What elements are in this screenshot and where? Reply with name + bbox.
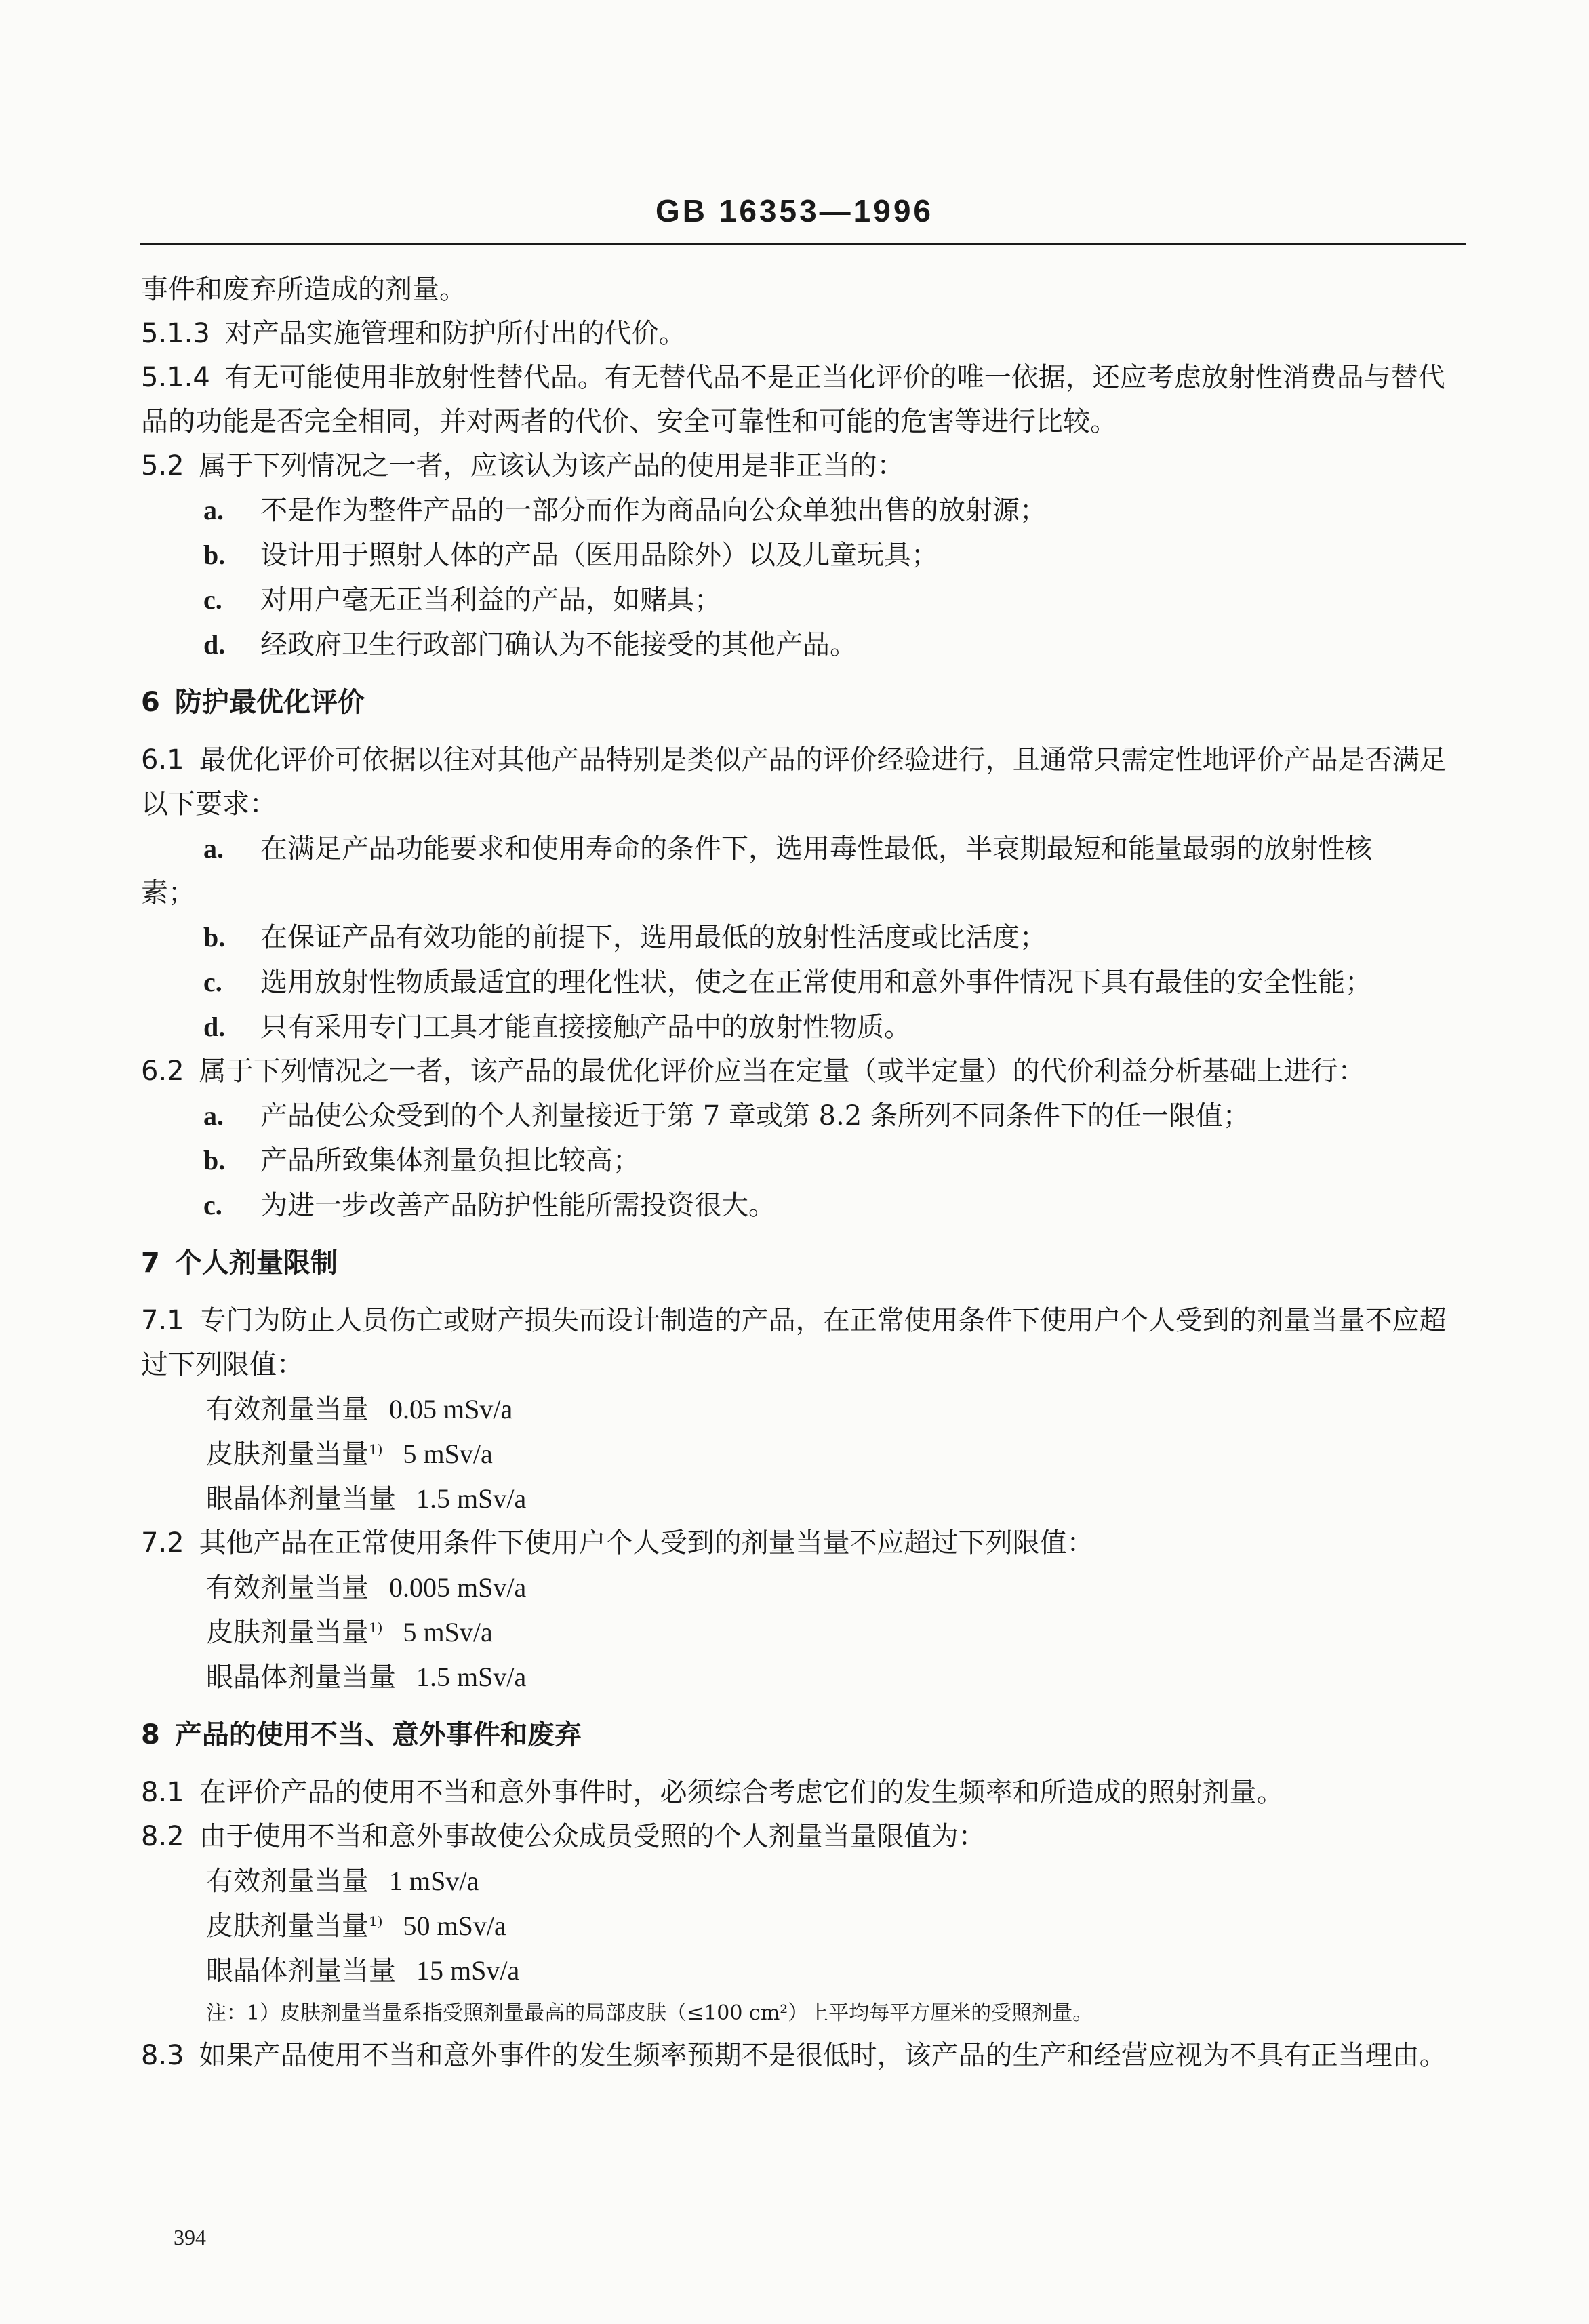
dose-limit-value: 5 mSv/a: [403, 1617, 493, 1647]
clause-text: 专门为防止人员伤亡或财产损失而设计制造的产品，在正常使用条件下使用户个人受到的剂量当量不应超过下列限值：: [141, 1305, 1447, 1380]
clause-number: 6.2: [141, 1056, 184, 1087]
clause: [141, 1049, 1463, 1094]
dose-limit-row: [141, 1655, 1463, 1700]
dose-limit-row: [141, 1948, 1463, 1993]
clause-number: 5.2: [141, 450, 184, 481]
list-item-letter: c.: [203, 967, 222, 997]
footnote-marker: 1): [369, 1913, 383, 1929]
clause-number: 6.1: [141, 744, 184, 776]
dose-limit-value: 15 mSv/a: [416, 1955, 520, 1986]
list-item: [141, 622, 1463, 667]
list-item: [141, 915, 1463, 960]
dose-limit-label: 有效剂量当量: [206, 1394, 369, 1425]
dose-limit-label: 有效剂量当量: [206, 1572, 369, 1603]
clause-number: 8.1: [141, 1777, 184, 1808]
list-item-letter: b.: [203, 922, 226, 953]
clause-text: 属于下列情况之一者，应该认为该产品的使用是非正当的：: [199, 450, 904, 481]
clause-number: 8.2: [141, 1821, 184, 1852]
paragraph: 事件和废弃所造成的剂量。: [141, 274, 466, 305]
list-item-letter: c.: [203, 584, 222, 615]
list-item-text: 不是作为整件产品的一部分而作为商品向公众单独出售的放射源；: [260, 495, 1047, 526]
list-item-continuation: 素；: [141, 877, 195, 908]
dose-limit-value: 0.05 mSv/a: [389, 1394, 513, 1424]
footnote-marker: 1): [369, 1441, 383, 1458]
clause: [141, 1299, 1463, 1387]
list-item: [141, 578, 1463, 622]
document-code-header: GB 16353—1996: [655, 193, 934, 228]
dose-limit-row: [141, 1859, 1463, 1904]
clause-text: 由于使用不当和意外事故使公众成员受照的个人剂量当量限值为：: [199, 1821, 986, 1852]
clause-number: 5.1.4: [141, 362, 210, 393]
section-heading: [141, 1241, 1463, 1285]
dose-limit-row: [141, 1610, 1463, 1655]
dose-limit-label: 眼晶体剂量当量: [206, 1662, 396, 1693]
footnote: 注：1）皮肤剂量当量系指受照剂量最高的局部皮肤（≤100 cm²）上平均每平方厘米的受照剂量。: [206, 2001, 1093, 2025]
list-item-letter: c.: [203, 1190, 222, 1220]
list-item-text: 经政府卫生行政部门确认为不能接受的其他产品。: [260, 629, 857, 660]
list-item: [141, 533, 1463, 578]
dose-limit-value: 5 mSv/a: [403, 1439, 493, 1469]
clause-text: 属于下列情况之一者，该产品的最优化评价应当在定量（或半定量）的代价利益分析基础上进行：: [199, 1056, 1365, 1087]
list-item-text: 选用放射性物质最适宜的理化性状，使之在正常使用和意外事件情况下具有最佳的安全性能；: [260, 967, 1372, 998]
dose-limit-row: [141, 1565, 1463, 1610]
list-item: [141, 960, 1463, 1005]
dose-limit-label: 皮肤剂量当量: [206, 1439, 369, 1470]
dose-limit-row: [141, 1477, 1463, 1521]
clause-number: 7.1: [141, 1305, 184, 1336]
list-item-letter: d.: [203, 629, 226, 660]
page-number: 394: [174, 2225, 206, 2249]
section-number: 7: [141, 1247, 160, 1279]
document-body: [141, 268, 1463, 2078]
clause-text: 最优化评价可依据以往对其他产品特别是类似产品的评价经验进行，且通常只需定性地评价产品是否满足以下要求：: [141, 744, 1447, 820]
dose-limit-label: 眼晶体剂量当量: [206, 1955, 396, 1986]
clause-text: 其他产品在正常使用条件下使用户个人受到的剂量当量不应超过下列限值：: [199, 1527, 1094, 1559]
dose-limit-value: 50 mSv/a: [403, 1910, 506, 1941]
clause-number: 8.3: [141, 2040, 184, 2071]
list-item: [141, 1005, 1463, 1049]
list-item-text: 产品所致集体剂量负担比较高；: [260, 1145, 640, 1176]
section-number: 6: [141, 687, 160, 718]
section-number: 8: [141, 1719, 160, 1750]
header-rule: [140, 243, 1466, 245]
clause-number: 5.1.3: [141, 318, 210, 349]
dose-limit-value: 1.5 mSv/a: [416, 1662, 527, 1692]
clause: [141, 1815, 1463, 1859]
dose-limit-row: [141, 1904, 1463, 1948]
dose-limit-label: 皮肤剂量当量: [206, 1910, 369, 1942]
section-heading: [141, 1713, 1463, 1757]
clause-text: 对产品实施管理和防护所付出的代价。: [224, 318, 686, 349]
dose-limit-row: [141, 1387, 1463, 1432]
section-title: 防护最优化评价: [174, 687, 365, 718]
list-item: [141, 826, 1463, 871]
list-item-text: 产品使公众受到的个人剂量接近于第 7 章或第 8.2 条所列不同条件下的任一限值；: [260, 1100, 1250, 1131]
list-item-letter: a.: [203, 495, 224, 525]
list-item: [141, 1183, 1463, 1228]
dose-limit-label: 眼晶体剂量当量: [206, 1483, 396, 1515]
clause: [141, 738, 1463, 826]
list-item-letter: b.: [203, 540, 226, 570]
clause-text: 有无可能使用非放射性替代品。有无替代品不是正当化评价的唯一依据，还应考虑放射性消费品与替代品的功能是否完全相同，并对两者的代价、安全可靠性和可能的危害等进行比较。: [141, 362, 1445, 437]
list-item-letter: a.: [203, 833, 224, 864]
dose-limit-value: 1.5 mSv/a: [416, 1483, 527, 1514]
dose-limit-label: 有效剂量当量: [206, 1866, 369, 1897]
list-item-text: 设计用于照射人体的产品（医用品除外）以及儿童玩具；: [260, 540, 938, 571]
list-item-letter: b.: [203, 1145, 226, 1176]
clause-text: 在评价产品的使用不当和意外事件时，必须综合考虑它们的发生频率和所造成的照射剂量。: [199, 1777, 1284, 1808]
list-item-text: 对用户毫无正当利益的产品，如赌具；: [260, 584, 721, 616]
list-item: [141, 488, 1463, 533]
clause-number: 7.2: [141, 1527, 184, 1559]
list-item: [141, 1138, 1463, 1183]
list-item: [141, 1094, 1463, 1138]
list-item-text: 为进一步改善产品防护性能所需投资很大。: [260, 1190, 776, 1221]
list-item-text: 在保证产品有效功能的前提下，选用最低的放射性活度或比活度；: [260, 922, 1047, 953]
clause: [141, 444, 1463, 488]
dose-limit-value: 1 mSv/a: [389, 1866, 479, 1896]
list-item-letter: a.: [203, 1100, 224, 1131]
footnote-marker: 1): [369, 1620, 383, 1636]
clause: [141, 1771, 1463, 1815]
list-item-text: 在满足产品功能要求和使用寿命的条件下，选用毒性最低，半衰期最短和能量最弱的放射性核: [260, 833, 1372, 864]
section-title: 个人剂量限制: [174, 1247, 338, 1279]
clause-text: 如果产品使用不当和意外事件的发生频率预期不是很低时，该产品的生产和经营应视为不具有正当理由。: [199, 2040, 1447, 2071]
list-item-letter: d.: [203, 1011, 226, 1042]
dose-limit-label: 皮肤剂量当量: [206, 1617, 369, 1648]
section-title: 产品的使用不当、意外事件和废弃: [174, 1719, 582, 1750]
dose-limit-value: 0.005 mSv/a: [389, 1572, 527, 1603]
dose-limit-row: [141, 1432, 1463, 1477]
list-item-text: 只有采用专门工具才能直接接触产品中的放射性物质。: [260, 1011, 911, 1043]
clause: [141, 1521, 1463, 1565]
clause: [141, 356, 1463, 444]
section-heading: [141, 681, 1463, 725]
clause: [141, 2034, 1463, 2078]
clause: [141, 312, 1463, 356]
